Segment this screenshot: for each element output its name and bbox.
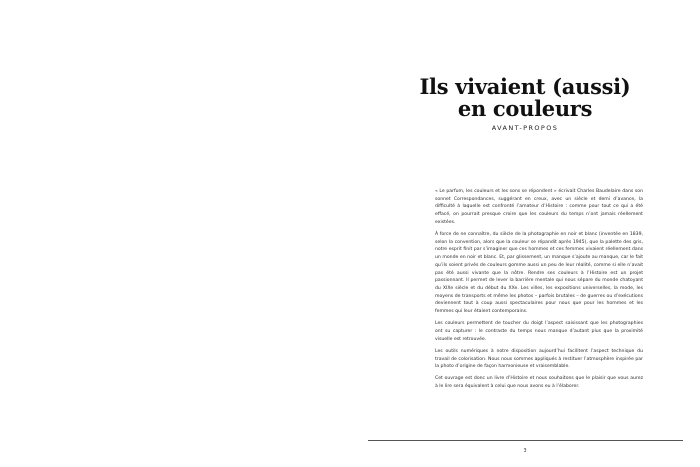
paragraph: « Le parfum, les couleurs et les sons se répondent » écrivait Charles Baudelaire dans son sonnet Correspondances, suggérant en creux, avec un siècle et demi d’avance, la difficulté à laquelle est confronté l’amateur d’Histoire : comme pour tout ce qui a été effacé, on pourrait presque croire que les couleurs du temps n’ont jamais réellement existées. <box>435 189 643 225</box>
section-subtitle: AVANT-PROPOS <box>491 124 559 132</box>
paragraph: Cet ouvrage est donc un livre d’Histoire et nous souhaitons que le plaisir que vous aurez à le lire sera équivalent à celui que nous avons eu à l’élaborer. <box>435 376 643 390</box>
paragraph: Les couleurs permettent de toucher du doigt l’aspect saisissant que les photographies ont su capturer : le contraste du temps nous manque d’autant plus que la proximité visuelle est retrouvée. <box>435 321 643 342</box>
title-line-2: en couleurs <box>457 96 593 121</box>
page-title <box>408 76 642 120</box>
footer-rule <box>368 440 683 441</box>
title-line-1: Ils vivaient (aussi) <box>419 74 631 99</box>
body-text <box>435 188 643 395</box>
paragraph: Les outils numériques à notre disposition aujourd’hui facilitent l’aspect technique du travail de colorisation. Nous nous sommes appliqués à restituer l’atmosphère inspirée par la photo d’origine de façon harmonieuse et vraisemblable. <box>435 348 643 370</box>
paragraph: À force de ne connaître, du siècle de la photographie en noir et blanc (inventée en 1839, selon la convention, alors que la couleur se répandit après 1945), que la palette des gris, notre esprit finit par s’imaginer que ces hommes et ces femmes vivaient réellement dans un monde en noir et blanc. Et, par glissement, un manque s’ajoute au manque, car le fait qu’ils soient privés de couleurs gomme aussi un peu de leur réalité, comme si elle n’avait pas été aussi vivante que la nôtre. Rendre ses couleurs à l’Histoire est un projet passionnant. Il permet de lever la barrière mentale qui nous sépare du monde chatoyant du XIXe siècle et du début du XXe. Les villes, les expositions universelles, la mode, les moyens de transports et même les photos – parfois brutales – de guerres ou d’exécutions deviennent tout à coup aussi spectaculaires pour nous que pour les hommes et les femmes qui leur étaient contemporains. <box>435 232 643 315</box>
page-number: 3 <box>523 449 527 454</box>
